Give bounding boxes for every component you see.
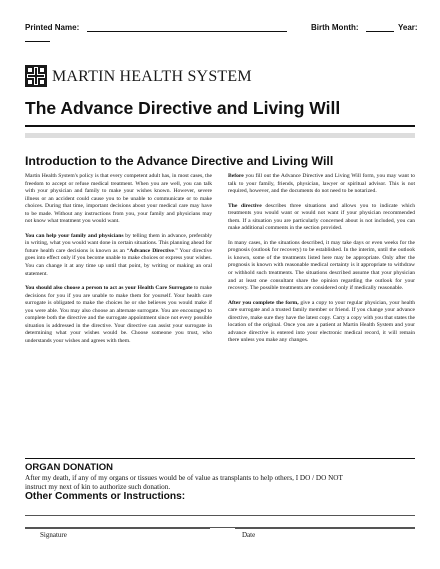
year-label: Year:	[398, 23, 418, 32]
comments-line-1[interactable]	[25, 515, 415, 516]
prognosis-paragraph: In many cases, in the situations described, it may take days or even weeks for the prognosis (outlook for recovery) to be established. In the interim, until the outlook is known, some of the treatments listed here may be appropriate. Only after the prognosis is known with reasonable medical certainty is it appropriate to withdraw or withhold such treatments. The situations described assume that your physician and at least one consultant share the opinion regarding the outlook for your recovery. The possible treatments are considered only if medically reasonable.	[228, 239, 415, 292]
before-paragraph: Before you fill out the Advance Directive and Living Will form, you may want to talk to your family, friends, physician, lawyer or spiritual advisor. This is not required, however, and the documents do not need to be notarized.	[228, 173, 415, 195]
printed-name-field[interactable]	[87, 31, 287, 32]
printed-name-label: Printed Name:	[25, 23, 80, 32]
date-field[interactable]	[235, 528, 415, 529]
right-column	[228, 173, 415, 352]
directive-paragraph: The directive describes three situations and allows you to indicate which treatments you would want or would not want if your physician recommended them. If a situation you are particularly concerned about is not included, you can make additional comments in the section provided.	[228, 202, 415, 232]
organ-donation-text: After my death, if any of my organs or tissues would be of value as transplants to help others, I DO / DO NOT instruct my next of kin to authorize such donation.	[25, 474, 343, 491]
surrogate-paragraph: You should also choose a person to act as your Health Care Surrogate to make decisions for you if you are unable to make them for yourself. Your health care surrogate is obligated to make the choices he or she believes you would make if you were able. You may also choose an alternate surrogate. You are encouraged to complete both the directive and the surrogate appointment since not every possible situation is addressed in the directive. Your directive can assist your surrogate in determining what your wishes would be. Choose someone you trust, who understands your wishes and agrees with them.	[25, 285, 212, 344]
martin-health-logo-icon	[25, 65, 47, 87]
organ-divider	[25, 458, 415, 459]
help-family-paragraph: You can help your family and physicians by telling them in advance, preferably in writing, what you would want done in certain situations. This planning ahead for future health care decisions is known as an “Advance Directive.” Your directive goes into effect only if you become unable to make choices or express your wishes. You can change it at any time up until that point, by writing or making an oral statement.	[25, 232, 213, 277]
signature-field[interactable]	[25, 528, 210, 529]
comments-heading: Other Comments or Instructions:	[25, 491, 186, 502]
birth-month-field[interactable]	[366, 31, 394, 32]
section-title: Introduction to the Advance Directive and Living Will	[25, 154, 334, 168]
after-complete-paragraph: After you complete the form, give a copy to your regular physician, your health care surrogate and a trusted family member or friend. If you change your advance directive, make sure they have the latest copy. Carry a copy with you that states the location of the original. Once you are a patient at Martin Health System and your advance directive is entered into your electronic medical record, it will remain there unless you make any changes.	[228, 299, 415, 344]
year-field[interactable]	[25, 41, 50, 42]
signature-label: Signature	[40, 531, 67, 539]
left-column	[25, 173, 212, 352]
intro-paragraph: Martin Health System's policy is that every competent adult has, in most cases, the freedom to accept or refuse medical treatment. When you are well, you can talk with your physician and family to make your wishes known. However, severe illness or an accident could cause you to be unable to communicate or to make choices. During that time, important decisions about your medical care may have to be made. Without any instructions from you, your family and physicians may not know what treatment you would want.	[25, 173, 212, 225]
date-label: Date	[242, 531, 256, 539]
organ-donation-heading: ORGAN DONATION	[25, 462, 113, 473]
title-divider	[25, 125, 415, 127]
title-band	[25, 133, 415, 138]
logo-text: MARTIN HEALTH SYSTEM	[52, 68, 252, 85]
page-title: The Advance Directive and Living Will	[25, 98, 341, 118]
birth-month-label: Birth Month:	[311, 23, 359, 32]
